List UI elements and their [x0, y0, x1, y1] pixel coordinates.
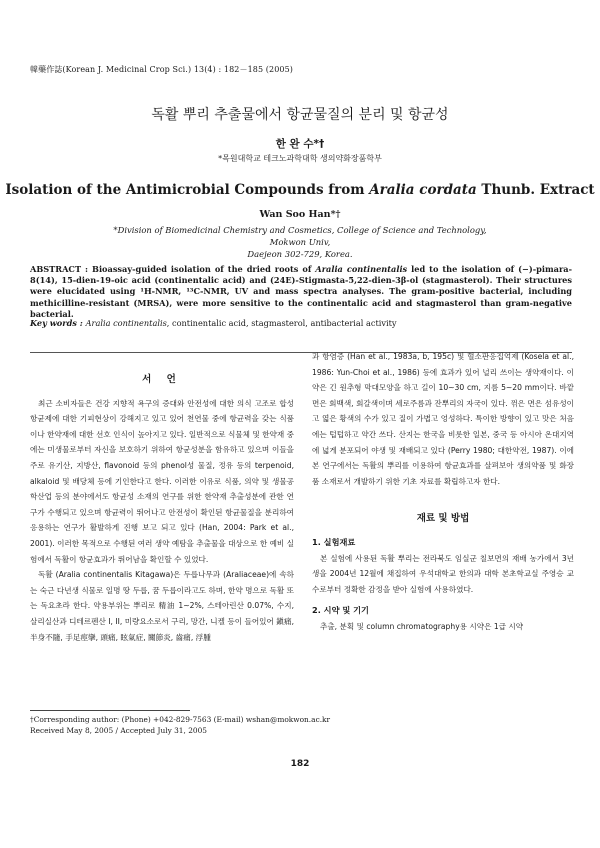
abstract-text-1: Bioassay-guided isolation of the dried roots of [92, 264, 316, 274]
intro-paragraph-2: 독활 (Aralia continentalis Kitagawa)은 두릅나무과 (Araliaceae)에 속하는 숙근 다년생 식물로 일명 땅 두릅, 꿈 두릅이라고도 하며, 한약 명으로 독활 또는 독요초라 한다. 약용부위는 뿌리로 精油 1~2%, 스테아린산 0.07%, 수지, 살리실산과 디테르펜산 I, II, 미량요소로서 구리, 망간, 니켈 등이 들어있어 鎭痛, 半身不隨, 手足痙攣, 頭痛, 眩氣症, 關節炎, 齒痛, 浮腫 [30, 570, 294, 642]
english-affiliation [110, 224, 490, 260]
subsection-materials: 1. 실험재료 [312, 536, 356, 547]
materials-text: 본 실험에 사용된 독활 뿌리는 전라북도 임실군 칠보면의 재배 농가에서 3년생을 2004년 12월에 채집하여 우석대학교 한의과 대학 본초학교실 주영승 교수로부터 정확한 감정을 받아 실험에 사용하였다. [312, 553, 574, 594]
keywords-text: , continentalic acid, stagmasterol, antibacterial activity [166, 318, 397, 328]
running-head: 韓藥作誌(Korean J. Medicinal Crop Sci.) 13(4) : 182－185 (2005) [30, 65, 293, 74]
korean-title: 독활 뿌리 추출물에서 항균물질의 분리 및 항균성 [151, 107, 449, 123]
korean-author: 한 완 수*† [275, 138, 325, 150]
abstract-species: Aralia continentalis [315, 264, 408, 274]
keywords [30, 318, 572, 328]
english-title-pre: Isolation of the Antimicrobial Compounds from [5, 182, 370, 198]
subsection-reagents: 2. 시약 및 기기 [312, 605, 369, 616]
reagents-text: 추출, 분획 및 column chromatography용 시약은 1급 시약 [320, 621, 524, 631]
left-column [30, 370, 294, 645]
footnote-divider [30, 710, 190, 711]
abstract-text-2: led to the isolation of (−)-pimara-8(14), 15-dien-19-oic acid (continentalic acid) and (24E)-Stigmasta-5,22-dien-3β-ol (stagmasterol). Their structures were elucidated using ¹H-NMR, ¹³C-NMR, UV and mass spectra analyses. The gram-positive bacterial, including methicilline-resistant (MRSA), were more sensitive to the continentalic acid and stagmasterol than gram-negative bacterial. [30, 264, 573, 319]
english-affiliation-line1: *Division of Biomedicinal Chemistry and Cosmetics, College of Science and Technology, Mokwon Univ, [113, 225, 487, 247]
english-title [0, 182, 600, 198]
english-author: Wan Soo Han*† [259, 209, 341, 220]
english-title-post: Thunb. Extract [476, 182, 595, 198]
footnote [30, 714, 330, 736]
corresponding-author: †Corresponding author: (Phone) +042-829-7563 (E-mail) wshan@mokwon.ac.kr [30, 715, 331, 724]
keywords-label: Key words : [30, 318, 86, 328]
received-dates: Received May 8, 2005 / Accepted July 31, 2005 [30, 726, 208, 735]
abstract-label: ABSTRACT : [30, 264, 93, 274]
right-column [312, 349, 574, 635]
page-number: 182 [290, 759, 310, 769]
english-title-species: Aralia cordata [369, 182, 477, 198]
intro-heading: 서 언 [142, 374, 182, 385]
keywords-species: Aralia continentalis [85, 318, 167, 328]
intro-continuation: 과 항염증 (Han et al., 1983a, b, 195c) 및 혈소판응집억제 (Kosela et al., 1986: Yun-Choi et al., 1986) 등에 효과가 있어 널리 쓰이는 생약재이다. 이 약은 긴 원추형 막대모양을 하고 길이 10~30 cm, 지름 5~20 mm이다. 바깥 면은 회백색, 회갈색이며 세로주름과 잔뿌리의 자국이 있다. 꺾은 면은 섬유성이고 엷은 황색의 수가 있고 질이 가볍고 엉성하다. 특이한 방향이 있고 맛은 처음에는 텁텁하고 약간 쓰다. 산지는 한국을 비롯한 일본, 중국 등 아시아 온대지역에 넓게 분포되어 야생 및 재배되고 있다 (Perry 1980; 대한약전, 1987). 이에 본 연구에서는 독활의 뿌리를 이용하여 항균효과를 살펴보아 생의약품 및 화장품 소재로서 개발하기 위한 기초 자료를 확립하고자 한다. [312, 352, 574, 486]
methods-heading: 재료 및 방법 [416, 513, 470, 525]
korean-affiliation: *목원대학교 테크노과학대학 생의약화장품학부 [218, 154, 382, 163]
abstract [30, 264, 572, 320]
intro-paragraph-1: 최근 소비자들은 건강 지향적 욕구의 증대와 안전성에 대한 의식 고조로 합성 항균제에 대한 기피현상이 강해지고 있고 있어 천연물 중에 항균력을 갖는 식품이나 한약재에 대한 선호 인식이 높아지고 있다. 일반적으로 식물체 및 한약재 중에는 미생물로부터 자신을 보호하기 위하여 항균성분을 함유하고 있으며 이들을 주로 유기산, 지방산, flavonoid 등의 phenol성 물질, 정유 등의 terpenoid, alkaloid 및 배당체 등에 기인한다고 한다. 이러한 이유로 식품, 의약 및 생물공학산업 등의 분야에서도 항균성 소재의 연구를 위한 한약재 추출성분에 관한 연구가 수행되고 있으며 항균력이 뛰어나고 안전성이 확인된 항균물질을 분리하여 응용하는 연구가 활발하게 진행 보고 되고 있다 (Han, 2004: Park et al., 2001). 이러한 목적으로 수행된 여러 생약 예탐을 추출물을 대상으로 한 예비 실험에서 독활이 항균효과가 뛰어남을 확인할 수 있었다. [30, 398, 294, 564]
english-affiliation-line2: Daejeon 302-729, Korea. [247, 249, 353, 259]
